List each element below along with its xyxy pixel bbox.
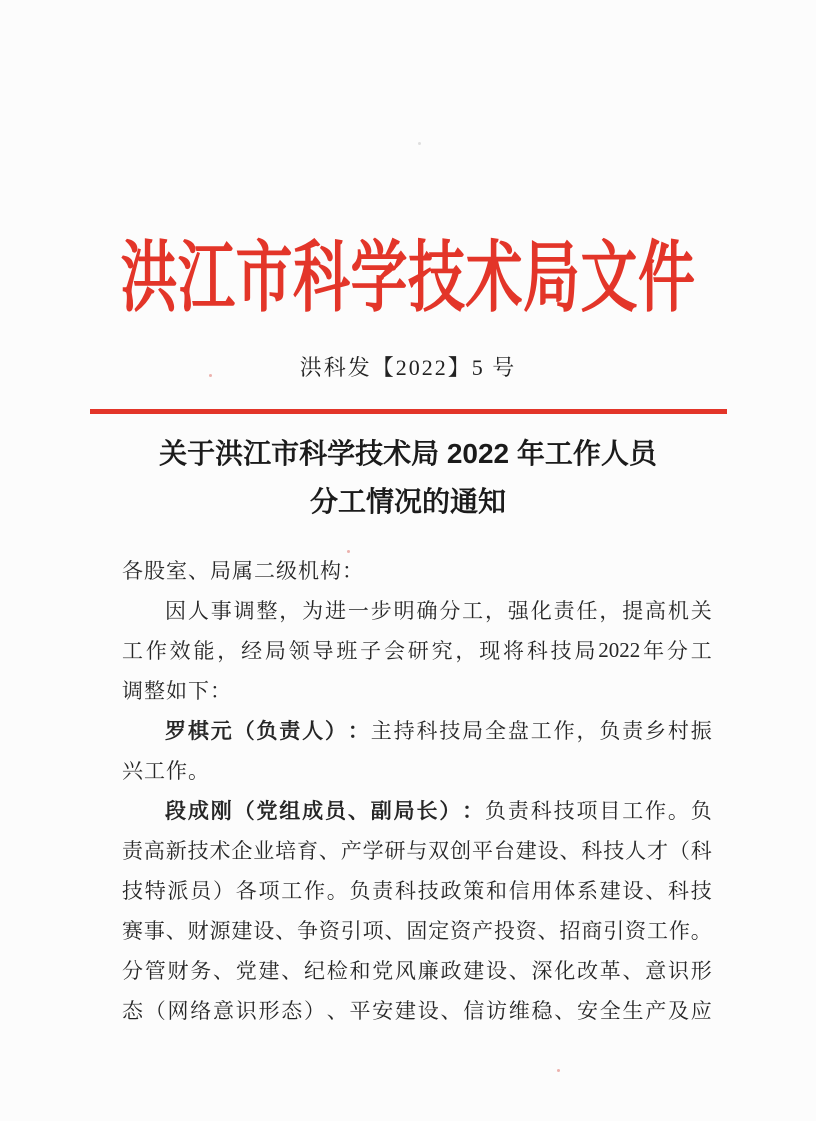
body-line: 技 特 派 员 ） 各 项 工 作 。 负 责 科 技 政 策 和 信 用 体 系 建 设 、 科 技 bbox=[122, 879, 712, 903]
body-line: 赛 事 、 财 源 建 设 、 争 资 引 项 、 固 定 资 产 投 资 、 招 商 引 资 工 作 。 bbox=[122, 919, 712, 943]
scan-speckle bbox=[209, 374, 212, 377]
header-divider-rule bbox=[90, 409, 727, 414]
body-line: 各股室、局属二级机构： bbox=[122, 559, 364, 583]
body-line: 罗 棋 元 （ 负 责 人 ） ： 主 持 科 技 局 全 盘 工 作 ， 负 责 乡 村 振 bbox=[165, 719, 712, 743]
body-line: 工 作 效 能 ， 经 局 领 导 班 子 会 研 究 ， 现 将 科 技 局 2022 年 分 工 bbox=[122, 637, 712, 663]
notice-title-line1: 关于洪江市科学技术局 2022 年工作人员 bbox=[159, 438, 657, 469]
scan-speckle bbox=[557, 1069, 560, 1072]
body-line: 态 （ 网 络 意 识 形 态 ） 、 平 安 建 设 、 信 访 维 稳 、 安 全 生 产 及 应 bbox=[122, 999, 712, 1023]
body-line: 分 管 财 务 、 党 建 、 纪 检 和 党 风 廉 政 建 设 、 深 化 改 革 、 意 识 形 bbox=[122, 959, 712, 983]
letterhead-org-title: 洪江市科学技术局文件 bbox=[120, 235, 696, 322]
notice-title bbox=[0, 430, 816, 526]
body-line: 兴工作。 bbox=[122, 759, 210, 783]
document-number: 洪科发【2022】5 号 bbox=[299, 355, 517, 380]
body-line: 段 成 刚 （ 党 组 成 员 、 副 局 长 ） ： 负 责 科 技 项 目 工 作 。 负 bbox=[165, 799, 712, 823]
body-line: 调整如下： bbox=[122, 679, 232, 703]
body-line: 因 人 事 调 整 ， 为 进 一 步 明 确 分 工 ， 强 化 责 任 ， 提 高 机 关 bbox=[165, 599, 712, 623]
scan-speckle bbox=[418, 142, 421, 145]
notice-title-line2: 分工情况的通知 bbox=[309, 486, 506, 517]
scan-speckle bbox=[347, 550, 350, 553]
body-line: 责 高 新 技 术 企 业 培 育 、 产 学 研 与 双 创 平 台 建 设 、 科 技 人 才 （ 科 bbox=[122, 839, 712, 863]
document-body bbox=[122, 550, 712, 1030]
